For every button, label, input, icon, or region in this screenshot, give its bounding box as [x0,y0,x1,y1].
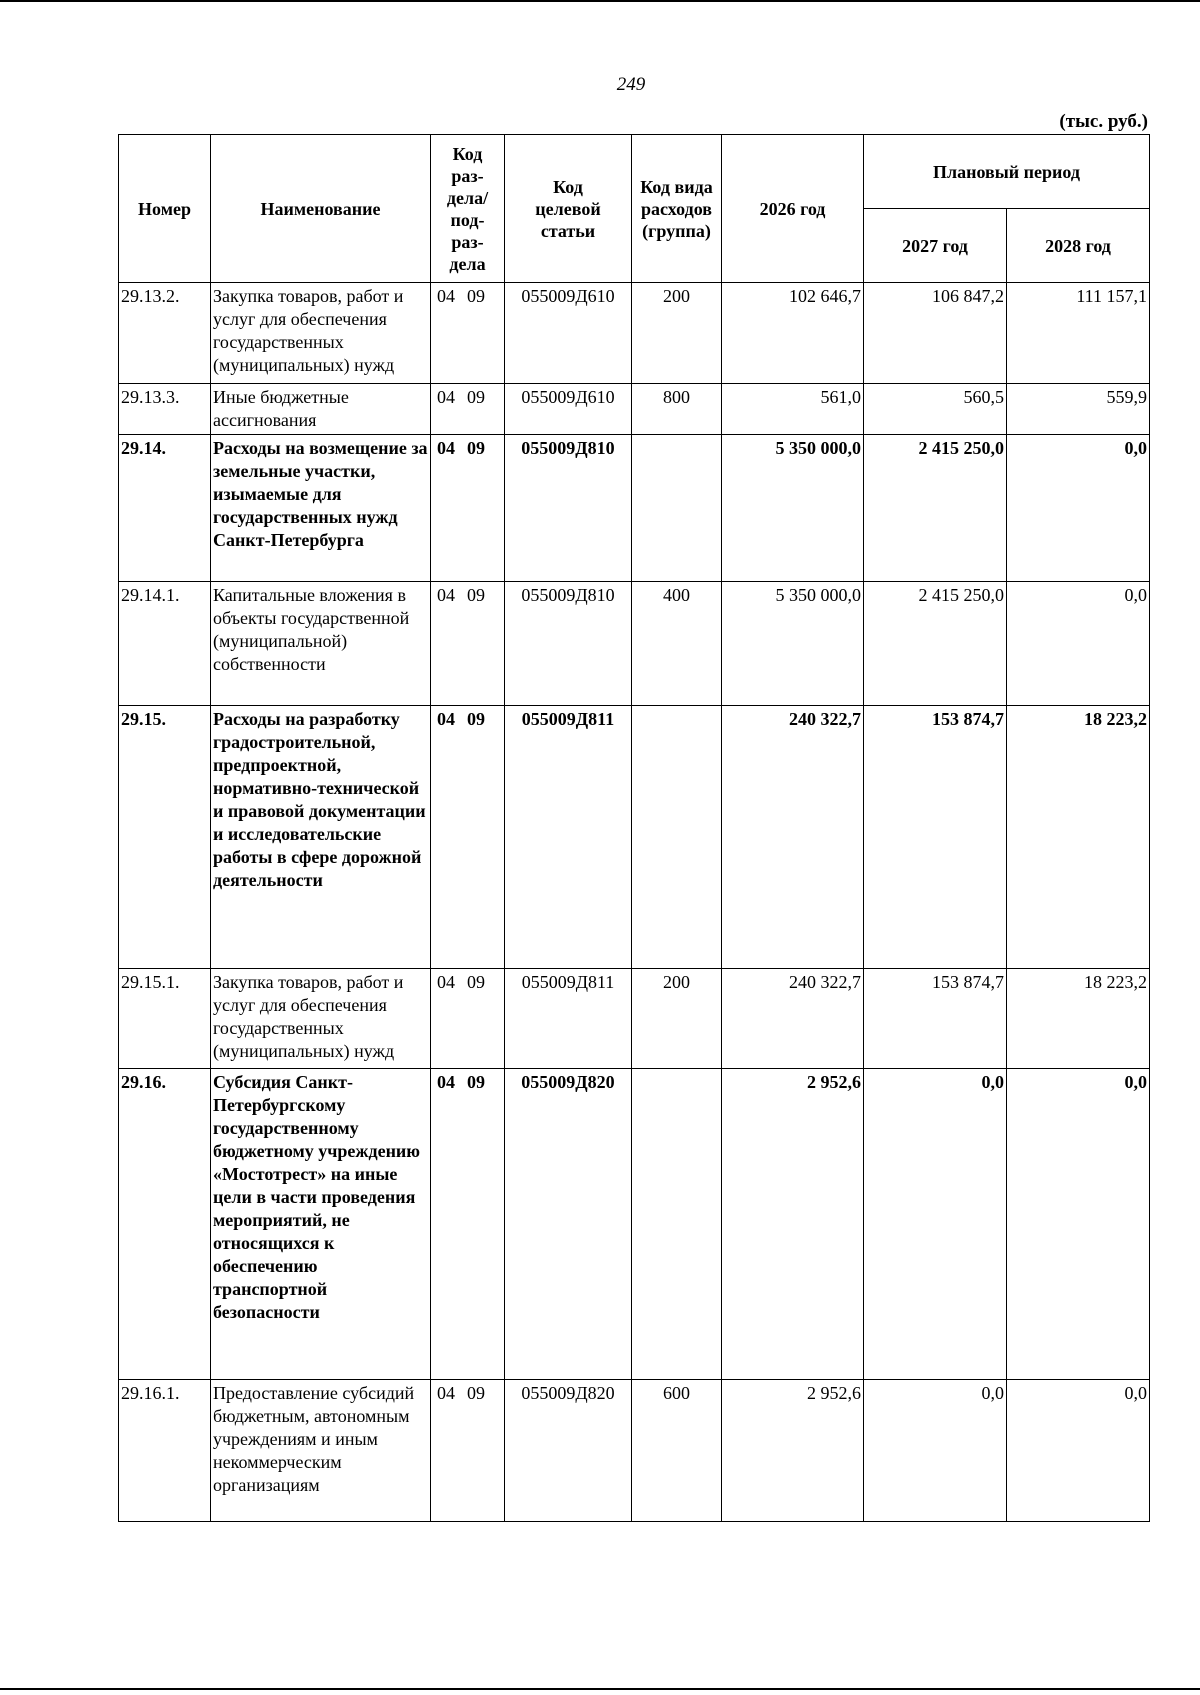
row-amount-2028: 18 223,2 [1007,969,1150,1069]
row-amount-2028: 0,0 [1007,1069,1150,1380]
row-amount-2027: 153 874,7 [864,706,1007,969]
row-amount-2027: 0,0 [864,1069,1007,1380]
header-code [505,135,632,283]
row-target-code: 055009Д610 [505,384,632,435]
row-number: 29.14. [119,435,211,582]
row-target-code: 055009Д810 [505,435,632,582]
header-2026: 2026 год [722,135,864,283]
top-border-line [0,0,1200,2]
row-razdel [431,384,505,435]
row-number: 29.16. [119,1069,211,1380]
bottom-border-line [0,1688,1200,1690]
row-podrazdel-code: 09 [467,1383,485,1403]
header-razdel-line: раз- [451,165,484,186]
row-amount-2026: 102 646,7 [722,283,864,384]
table-row [119,582,1150,706]
row-name: Расходы на разработку градостроительной, предпроектной, нормативно-технической и правовой документации и исследовательские работы в сфере дорожной деятельности [211,706,431,969]
row-amount-2027: 560,5 [864,384,1007,435]
row-expense-type [632,706,722,969]
header-name: Наименование [211,135,431,283]
table-row [119,1069,1150,1380]
row-amount-2027: 106 847,2 [864,283,1007,384]
row-razdel [431,1069,505,1380]
row-expense-type: 800 [632,384,722,435]
table-row [119,706,1150,969]
row-razdel [431,435,505,582]
row-expense-type [632,1069,722,1380]
row-podrazdel-code: 09 [467,972,485,992]
row-expense-type: 600 [632,1380,722,1522]
row-razdel [431,1380,505,1522]
row-podrazdel-code: 09 [467,387,485,407]
table-row [119,969,1150,1069]
row-expense-type: 200 [632,969,722,1069]
row-razdel [431,582,505,706]
row-razdel [431,969,505,1069]
row-razdel-code: 04 [437,585,455,605]
row-amount-2028: 559,9 [1007,384,1150,435]
row-amount-2028: 0,0 [1007,1380,1150,1522]
header-code-line: целевой [535,198,601,219]
row-target-code: 055009Д810 [505,582,632,706]
header-razdel-line: под- [450,209,485,230]
row-amount-2028: 111 157,1 [1007,283,1150,384]
header-num: Номер [119,135,211,283]
header-2028: 2028 год [1007,209,1150,283]
units-label: (тыс. руб.) [1059,111,1148,132]
header-vid-line: (группа) [642,220,711,241]
row-number: 29.15. [119,706,211,969]
row-razdel [431,283,505,384]
header-razdel-line: раз- [451,231,484,252]
row-podrazdel-code: 09 [467,585,485,605]
row-podrazdel-code: 09 [467,286,485,306]
row-target-code: 055009Д811 [505,706,632,969]
table-row [119,435,1150,582]
row-razdel-code: 04 [437,709,455,729]
table-body [119,283,1150,1522]
row-number: 29.13.3. [119,384,211,435]
row-razdel-code: 04 [437,972,455,992]
row-razdel-code: 04 [437,1072,455,1092]
header-vid [632,135,722,283]
row-number: 29.14.1. [119,582,211,706]
header-2027: 2027 год [864,209,1007,283]
row-expense-type: 400 [632,582,722,706]
row-number: 29.15.1. [119,969,211,1069]
header-vid-line: Код вида [640,176,713,197]
row-amount-2026: 2 952,6 [722,1380,864,1522]
row-razdel [431,706,505,969]
table-header [119,135,1150,283]
row-amount-2028: 0,0 [1007,435,1150,582]
row-podrazdel-code: 09 [467,1072,485,1092]
row-target-code: 055009Д610 [505,283,632,384]
row-razdel-code: 04 [437,1383,455,1403]
page-number: 249 [616,74,646,95]
row-name: Иные бюджетные ассигнования [211,384,431,435]
header-razdel-line: Код [452,143,483,164]
row-name: Расходы на возмещение за земельные участки, изымаемые для государственных нужд Санкт-Петербурга [211,435,431,582]
row-expense-type: 200 [632,283,722,384]
row-razdel-code: 04 [437,438,455,458]
row-expense-type [632,435,722,582]
header-vid-line: расходов [641,198,712,219]
row-name: Капитальные вложения в объекты государственной (муниципальной) собственности [211,582,431,706]
header-razdel-line: дела/ [446,187,489,208]
row-amount-2028: 18 223,2 [1007,706,1150,969]
table-row [119,1380,1150,1522]
row-amount-2026: 240 322,7 [722,969,864,1069]
row-number: 29.16.1. [119,1380,211,1522]
row-amount-2028: 0,0 [1007,582,1150,706]
row-number: 29.13.2. [119,283,211,384]
row-razdel-code: 04 [437,286,455,306]
header-code-line: статьи [540,220,596,241]
row-target-code: 055009Д820 [505,1069,632,1380]
header-planned-period: Плановый период [864,135,1150,209]
row-amount-2026: 240 322,7 [722,706,864,969]
row-name: Закупка товаров, работ и услуг для обеспечения государственных (муниципальных) нужд [211,969,431,1069]
budget-table [118,134,1150,1522]
row-name: Предоставление субсидий бюджетным, автономным учреждениям и иным некоммерческим организациям [211,1380,431,1522]
row-amount-2026: 561,0 [722,384,864,435]
row-amount-2027: 2 415 250,0 [864,435,1007,582]
row-name: Субсидия Санкт-Петербургскому государственному бюджетному учреждению «Мостотрест» на иные цели в части проведения мероприятий, не относящихся к обеспечению транспортной безопасности [211,1069,431,1380]
row-amount-2026: 5 350 000,0 [722,582,864,706]
header-razdel [431,135,505,283]
row-target-code: 055009Д811 [505,969,632,1069]
row-name: Закупка товаров, работ и услуг для обеспечения государственных (муниципальных) нужд [211,283,431,384]
header-razdel-line: дела [449,253,486,274]
table-row [119,283,1150,384]
row-amount-2026: 2 952,6 [722,1069,864,1380]
row-amount-2027: 0,0 [864,1380,1007,1522]
row-podrazdel-code: 09 [467,709,485,729]
row-amount-2027: 153 874,7 [864,969,1007,1069]
row-amount-2026: 5 350 000,0 [722,435,864,582]
row-podrazdel-code: 09 [467,438,485,458]
row-amount-2027: 2 415 250,0 [864,582,1007,706]
row-target-code: 055009Д820 [505,1380,632,1522]
table-row [119,384,1150,435]
header-code-line: Код [553,176,583,197]
row-razdel-code: 04 [437,387,455,407]
